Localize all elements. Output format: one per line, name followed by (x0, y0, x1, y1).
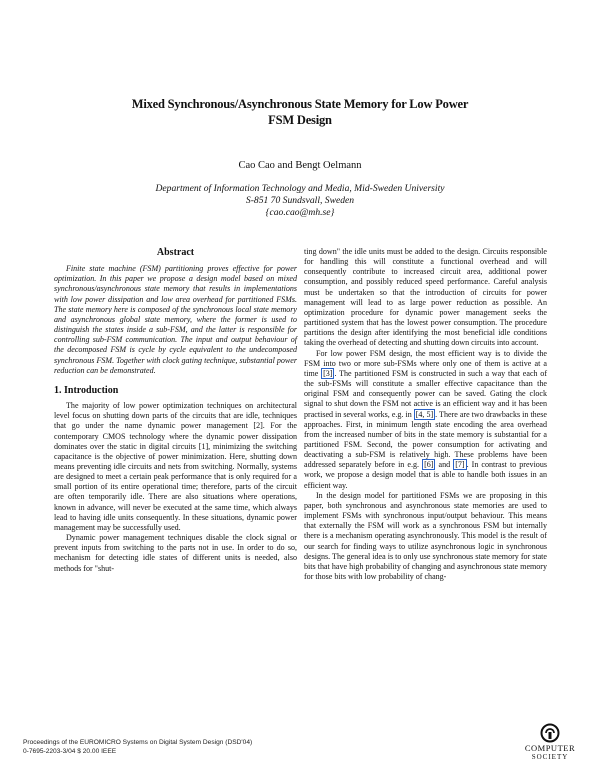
right-paragraph-2 (304, 349, 547, 491)
citation-link[interactable]: [7] (455, 460, 465, 470)
citation-link[interactable]: [4, 5] (415, 409, 434, 419)
text-run: . The partitioned FSM is constructed in such a way that each of the sub-FSMs will constitute a smaller effective capacitance than the original FSM and consequently power can be saved. Gating the clock signal to shut down the FSM not active is an efficient way and it has been practised in several works, e.g. in (304, 368, 548, 419)
citation-link[interactable]: [3] (323, 368, 333, 378)
intro-paragraph-1: The majority of low power optimization techniques on architectural level focus on shutting down parts of the circuits that are idle, techniques that go under the name dynamic power management [2]. For the contemporary CMOS technology where the dynamic power dissipation dominates over the static in digital circuits [1], minimizing the switching capacitance is the objective of power minimization. Here, shutting down means preventing idle circuits and nets from switching. Normally, systems are designed to meet a certain peak performance that is only required for a small portion of its entire operational time; therefore, parts of the circuit are often temporarily idle. There are also situations where operations, known in advance, will never be executed at the same time, which always lead to having idle units consequently. In these situations, dynamic power management may be successfully used. (54, 401, 297, 532)
affiliation-line-2: S-851 70 Sundsvall, Sweden (245, 195, 355, 206)
right-paragraph-3: In the design model for partitioned FSMs we are proposing in this paper, both synchronous and asynchronous state memories are used to implement FSMs with synchronous input/output behaviour. This means that externally the FSM will work as a synchronous FSM but internally there is a mechanism operating asynchronously. This model is the result of our search for finding ways to utilize asynchronous logic in synchronous designs. The general idea is to only use synchronous state memory for state bits that have high probability of changing and asynchronous state memory for those bits with low probability of chang- (304, 490, 547, 581)
proceedings-footer (23, 738, 252, 756)
text-run: . In contrast to previous work, we propose a design model that is able to handle both issues in an efficient way. (304, 460, 547, 490)
title-line-1: Mixed Synchronous/Asynchronous State Memory for Low Power (131, 97, 469, 111)
text-run: . There are two drawbacks in these approaches. First, in minimum length state encoding the area overhead from the increased number of bits in the state memory is substantial for a partitioned FSM. Second, the power consumption for activating and deactivating a sub-FSM is relatively high. These problems have been addressed separately before in e.g. (304, 409, 547, 470)
right-column (304, 247, 547, 582)
computer-society-emblem-icon (537, 723, 563, 743)
footer-line-1: Proceedings of the EUROMICRO Systems on Digital System Design (DSD'04) (23, 739, 253, 746)
citation-link[interactable]: [6] (424, 460, 434, 470)
right-paragraph-1: ting down" the idle units must be added to the design. Circuits responsible for handling this will constitute a functional overhead and will consequently contribute to increased circuit area, additional power consumption, and possibly reduced speed performance. Careful analysis must be undertaken so that the introduction of circuits for power management will lead to as large power reduction as possible. An optimization procedure for dynamic power management seeks the partitioned system that has the lowest power consumption. The procedure partitions the design after identifying the most beneficial idle conditions taking the overhead of detecting and shutting down circuits into account. (304, 247, 547, 348)
abstract-text: Finite state machine (FSM) partitioning proves effective for power optimization. In this paper we propose a design model based on mixed synchronous/asynchronous state memory that results in implementations with low power dissipation and low area overhead for partitioned FSMs. The state memory here is composed of the synchronous local state memory and asynchronous global state memory, where the former is used to distinguish the states inside a sub-FSM, and the latter is responsible for controlling sub-FSM communication. The input and output behaviour of the decomposed FSM is cycle by cycle equivalent to the undecomposed synchronous FSM. Together with clock gating technique, substantial power reduction can be demonstrated. (54, 264, 297, 375)
affiliation-line-1: Department of Information Technology and Media, Mid-Sweden University (155, 183, 445, 194)
author-email: {cao.cao@mh.se} (265, 207, 335, 218)
footer-line-2: 0-7695-2203-3/04 $ 20.00 IEEE (23, 748, 117, 755)
introduction-heading: 1. Introduction (54, 384, 119, 396)
computer-society-logo (518, 723, 582, 761)
text-run: and (438, 460, 451, 470)
logo-line-1: COMPUTER (524, 743, 576, 753)
authors: Cao Cao and Bengt Oelmann (238, 160, 362, 171)
paper-title (60, 96, 540, 128)
logo-line-2: SOCIETY (531, 753, 569, 761)
affiliation (60, 183, 540, 219)
text-run: For low power FSM design, the most efficient way is to divide the FSM into two or more sub-FSMs where only one of them is active at a time (304, 348, 547, 378)
left-column (54, 248, 297, 574)
title-line-2: FSM Design (268, 113, 332, 127)
intro-paragraph-2: Dynamic power management techniques disable the clock signal or prevent inputs from switching to the parts not in use. In order to do so, mechanism for detecting idle states of different units is needed, also methods for "shut- (54, 533, 297, 573)
abstract-heading: Abstract (156, 247, 195, 258)
